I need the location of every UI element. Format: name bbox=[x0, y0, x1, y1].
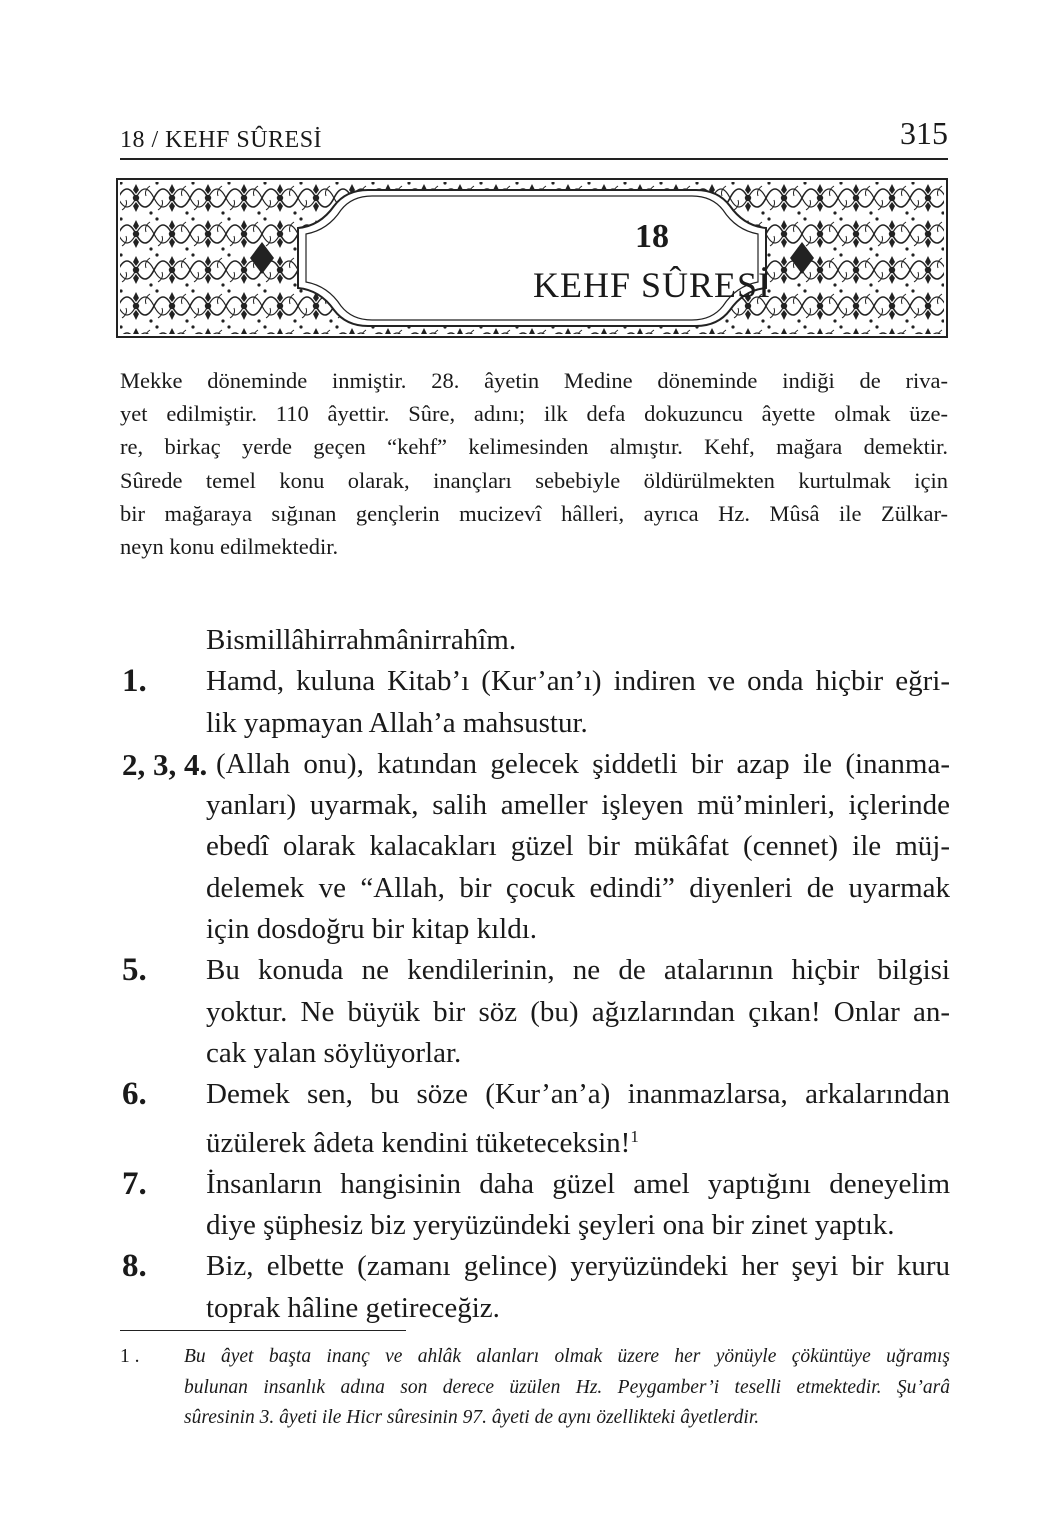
intro-line: re, birkaç yerde geçen “kehf” kelimesinden almıştır. Kehf, mağara demektir. bbox=[120, 434, 948, 460]
footnote-line: sûresinin 3. âyeti ile Hicr sûresinin 97. âyeti de aynı özellikteki âyetlerdir. bbox=[184, 1407, 760, 1428]
verse-line: yoktur. Ne büyük bir söz (bu) ağızlarından çıkan! Onlar an- bbox=[206, 995, 950, 1028]
verse-number: 6. bbox=[122, 1076, 147, 1113]
title-cartouche bbox=[410, 188, 894, 328]
verse-line: ebedî olarak kalacakları güzel bir mükâfat (cennet) ile müj- bbox=[206, 830, 950, 863]
footnote-text bbox=[120, 1342, 950, 1434]
verse-line: (Allah onu), katından gelecek şiddetli bir azap ile (inanma- bbox=[216, 747, 950, 780]
footnote-line: bulunan insanlık adına son derece üzülen Hz. Peygamber’i teselli etmektedir. Şu’arâ bbox=[184, 1376, 950, 1398]
footnote bbox=[120, 1342, 950, 1434]
verse-line: İnsanların hangisinin daha güzel amel yaptığını deneyelim bbox=[206, 1167, 950, 1200]
verse-item bbox=[120, 950, 950, 1074]
verse-line: Demek sen, bu söze (Kur’an’a) inanmazlarsa, arkalarından bbox=[206, 1078, 950, 1111]
verse-line: Hamd, kuluna Kitab’ı (Kur’an’ı) indiren ve onda hiçbir eğri- bbox=[206, 665, 950, 698]
intro-line: Sûrede temel konu olarak, inançları sebebiyle öldürülmekten kurtulmak için bbox=[120, 467, 948, 493]
footnote-marker: 1 . bbox=[120, 1346, 140, 1367]
verse-number: 8. bbox=[122, 1248, 147, 1285]
verse-list bbox=[120, 620, 950, 1329]
footnote-line: Bu âyet başta inanç ve ahlâk alanları olmak üzere her yönüyle çöküntüye uğramış bbox=[184, 1346, 950, 1367]
footnote-divider bbox=[120, 1330, 406, 1331]
verse-number: 2, 3, 4. bbox=[122, 746, 208, 782]
running-title: 18 / KEHF SÛRESİ bbox=[120, 127, 323, 153]
surah-title-banner bbox=[116, 178, 948, 338]
verse-item bbox=[120, 1164, 950, 1247]
verse-line-text: üzülerek âdeta kendini tüketeceksin! bbox=[206, 1126, 631, 1159]
verse-line: lik yapmayan Allah’a mahsustur. bbox=[206, 706, 588, 739]
verse-line: delemek ve “Allah, bir çocuk edindi” diyenleri de uyarmak bbox=[206, 871, 950, 904]
verse-item bbox=[120, 1246, 950, 1329]
intro-line: Mekke döneminde inmiştir. 28. âyetin Medine döneminde indiği de riva- bbox=[120, 368, 948, 393]
verse-item bbox=[120, 661, 950, 744]
verse-line: toprak hâline getireceğiz. bbox=[206, 1291, 500, 1324]
verse-line: yanları) uyarmak, salih ameller işleyen mü’minleri, içlerinde bbox=[206, 789, 950, 822]
surah-introduction bbox=[120, 364, 948, 563]
verse-number: 5. bbox=[122, 952, 147, 989]
verse-number: 7. bbox=[122, 1165, 147, 1202]
verse-line: diye şüphesiz biz yeryüzündeki şeyleri ona bir zinet yaptık. bbox=[206, 1209, 895, 1242]
verse-line: için dosdoğru bir kitap kıldı. bbox=[206, 913, 538, 946]
page-number: 315 bbox=[900, 115, 948, 151]
intro-line: yet edilmiştir. 110 âyettir. Sûre, adını; ilk defa dokuzuncu âyette olmak üze- bbox=[120, 401, 948, 427]
verse-line bbox=[206, 1116, 950, 1164]
page-header bbox=[120, 112, 948, 160]
verse-line: Biz, elbette (zamanı gelince) yeryüzündeki her şeyi bir kuru bbox=[206, 1250, 950, 1283]
surah-name: KEHF SÛRESİ bbox=[532, 265, 772, 305]
verse-item bbox=[120, 744, 950, 950]
verse-line: cak yalan söylüyorlar. bbox=[206, 1036, 462, 1069]
intro-line: bir mağaraya sığınan gençlerin mucizevî hâlleri, ayrıca Hz. Mûsâ ile Zülkar- bbox=[120, 500, 948, 526]
surah-number: 18 bbox=[635, 218, 669, 255]
intro-line: neyn konu edilmektedir. bbox=[120, 534, 339, 560]
verse-line: Bu konuda ne kendilerinin, ne de atalarının hiçbir bilgisi bbox=[206, 954, 950, 987]
verse-item bbox=[120, 1074, 950, 1164]
verse-number: 1. bbox=[122, 663, 147, 700]
basmala: Bismillâhirrahmânirrahîm. bbox=[206, 624, 517, 656]
footnote-reference[interactable]: 1 bbox=[630, 1126, 639, 1146]
